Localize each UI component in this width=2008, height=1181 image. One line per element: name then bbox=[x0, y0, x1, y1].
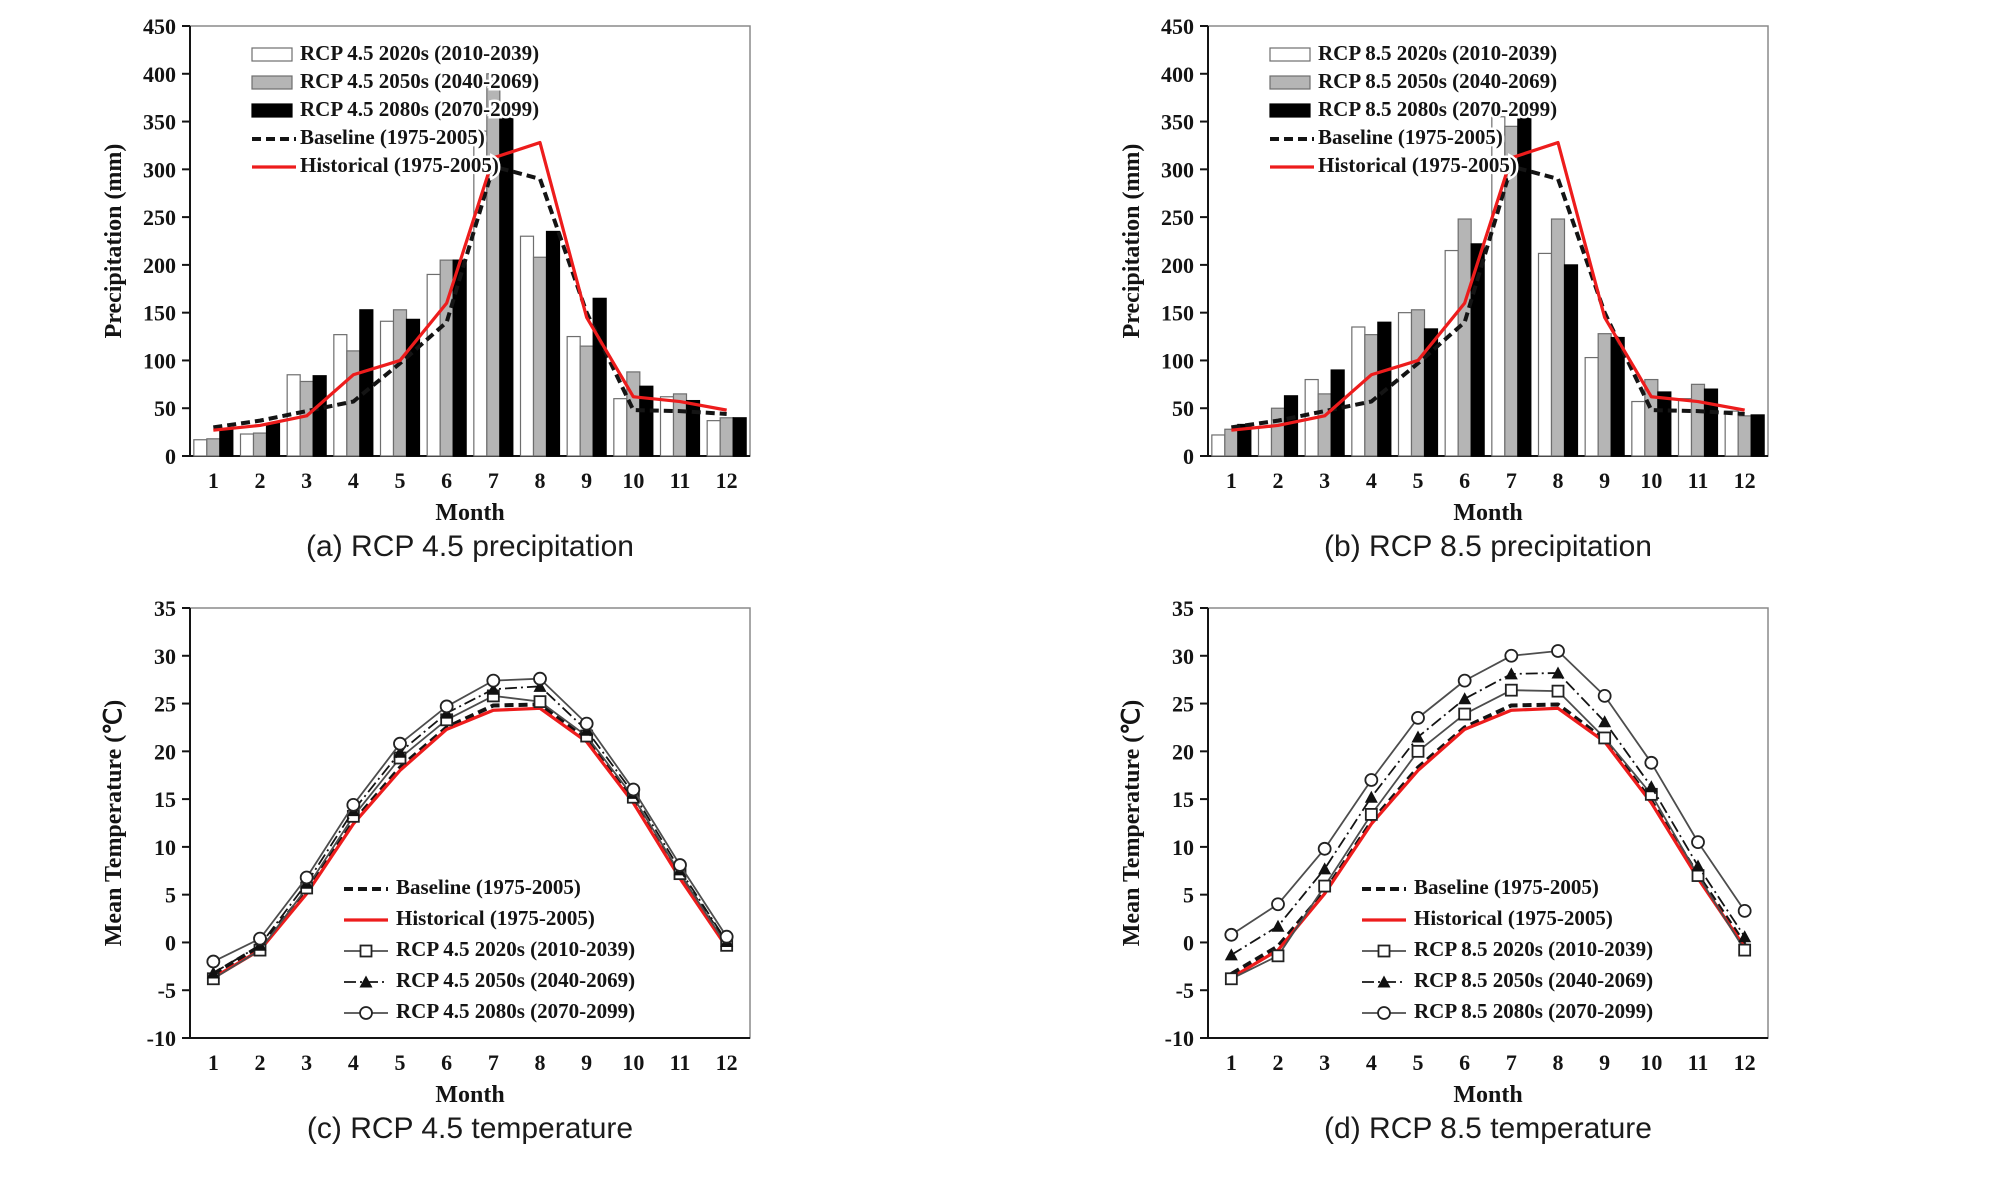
caption-a: (a) RCP 4.5 precipitation bbox=[306, 530, 634, 563]
bar-rcp85-2020s bbox=[1725, 411, 1738, 456]
x-tick-label: 9 bbox=[1599, 468, 1611, 493]
legend-label-historical: Historical (1975-2005) bbox=[1414, 906, 1613, 930]
marker-square bbox=[1413, 746, 1424, 757]
legend-label-rcp45-2020s: RCP 4.5 2020s (2010-2039) bbox=[300, 41, 540, 65]
legend-label-historical: Historical (1975-2005) bbox=[300, 153, 499, 177]
y-tick-label: 50 bbox=[154, 396, 176, 422]
bar-rcp45-2020s bbox=[614, 399, 627, 456]
marker-square bbox=[1319, 881, 1330, 892]
x-tick-label: 4 bbox=[1365, 1050, 1377, 1075]
marker-triangle bbox=[1318, 862, 1331, 874]
x-tick-label: 11 bbox=[1687, 468, 1709, 493]
marker-triangle bbox=[1645, 780, 1658, 792]
marker-circle bbox=[627, 784, 639, 796]
x-tick-label: 3 bbox=[1319, 1050, 1331, 1075]
bar-rcp45-2080s bbox=[547, 231, 560, 456]
y-axis-title: Mean Temperature (℃) bbox=[1119, 699, 1145, 947]
marker-square bbox=[1506, 685, 1517, 696]
bar-rcp45-2020s bbox=[707, 421, 720, 456]
marker-circle bbox=[254, 933, 266, 945]
bar-rcp45-2020s bbox=[567, 337, 580, 456]
x-tick-label: 10 bbox=[622, 468, 645, 493]
bar-rcp85-2050s bbox=[1412, 310, 1425, 456]
marker-triangle bbox=[1225, 948, 1238, 960]
marker-circle bbox=[207, 956, 219, 968]
legend-label-rcp85-2050s: RCP 8.5 2050s (2040-2069) bbox=[1414, 968, 1654, 992]
bar-rcp45-2050s bbox=[627, 372, 640, 456]
x-tick-label: 8 bbox=[534, 1050, 546, 1075]
bar-rcp85-2020s bbox=[1632, 402, 1645, 456]
bar-rcp45-2050s bbox=[487, 74, 500, 456]
y-tick-label: 5 bbox=[1183, 882, 1194, 908]
y-tick-label: 15 bbox=[1172, 787, 1194, 813]
y-tick-label: 150 bbox=[143, 300, 176, 326]
legend-label-historical: Historical (1975-2005) bbox=[396, 906, 595, 930]
x-tick-label: 1 bbox=[1225, 468, 1237, 493]
marker-circle bbox=[347, 799, 359, 811]
bar-rcp45-2020s bbox=[521, 236, 534, 456]
marker-triangle bbox=[1692, 860, 1705, 872]
legend-label-rcp85-2080s: RCP 8.5 2080s (2070-2099) bbox=[1318, 97, 1558, 121]
bar-rcp45-2080s bbox=[313, 376, 326, 456]
x-tick-label: 6 bbox=[441, 1050, 453, 1075]
x-axis-title: Month bbox=[435, 500, 505, 526]
marker-circle bbox=[674, 859, 686, 871]
rcp45-precipitation-chart bbox=[95, 6, 975, 581]
legend-swatch-rcp85-2080s bbox=[1270, 104, 1310, 117]
x-axis-title: Month bbox=[435, 1082, 505, 1108]
marker-square bbox=[535, 696, 546, 707]
x-tick-label: 9 bbox=[581, 1050, 593, 1075]
y-tick-label: 5 bbox=[165, 882, 176, 908]
y-tick-label: 200 bbox=[143, 252, 176, 278]
bar-rcp45-2080s bbox=[687, 401, 700, 456]
y-axis-title: Precipitation (mm) bbox=[1119, 143, 1145, 339]
y-tick-label: 300 bbox=[1161, 157, 1194, 183]
rcp85-temperature-chart bbox=[1113, 588, 1993, 1163]
y-tick-label: -5 bbox=[157, 978, 176, 1004]
marker-circle bbox=[1365, 774, 1377, 786]
bar-rcp85-2020s bbox=[1212, 435, 1225, 456]
bar-rcp85-2050s bbox=[1692, 384, 1705, 456]
marker-circle bbox=[721, 931, 733, 943]
marker-square bbox=[1273, 950, 1284, 961]
y-tick-label: -10 bbox=[1164, 1026, 1194, 1051]
x-tick-label: 12 bbox=[715, 468, 738, 493]
legend-label-rcp45-2080s: RCP 4.5 2080s (2070-2099) bbox=[396, 999, 636, 1023]
marker-circle bbox=[441, 700, 453, 712]
x-tick-label: 11 bbox=[669, 1050, 691, 1075]
marker-square bbox=[1599, 732, 1610, 743]
legend-label-baseline: Baseline (1975-2005) bbox=[396, 875, 581, 899]
bar-rcp45-2020s bbox=[241, 434, 254, 456]
y-tick-label: -10 bbox=[146, 1026, 176, 1051]
x-tick-label: 3 bbox=[301, 468, 313, 493]
panel-rcp45-temperature bbox=[95, 588, 975, 1163]
marker-circle bbox=[1552, 645, 1564, 657]
bar-rcp85-2050s bbox=[1552, 219, 1565, 456]
x-tick-label: 7 bbox=[487, 1050, 499, 1075]
marker-circle bbox=[1459, 675, 1471, 687]
marker-triangle bbox=[1738, 930, 1751, 942]
bar-rcp45-2080s bbox=[500, 107, 513, 456]
panel-rcp45-precipitation bbox=[95, 6, 975, 581]
marker-square bbox=[1459, 709, 1470, 720]
bar-rcp85-2050s bbox=[1318, 394, 1331, 456]
y-tick-label: 450 bbox=[143, 14, 176, 39]
marker-circle bbox=[1505, 650, 1517, 662]
bar-rcp45-2050s bbox=[580, 346, 593, 456]
y-tick-label: 0 bbox=[1183, 930, 1194, 956]
x-tick-label: 1 bbox=[207, 468, 219, 493]
marker-circle bbox=[1412, 712, 1424, 724]
x-tick-label: 10 bbox=[622, 1050, 645, 1075]
y-tick-label: 35 bbox=[154, 596, 176, 621]
y-tick-label: 400 bbox=[143, 61, 176, 87]
marker-circle bbox=[1272, 898, 1284, 910]
legend-label-rcp85-2020s: RCP 8.5 2020s (2010-2039) bbox=[1318, 41, 1558, 65]
legend-label-rcp85-2080s: RCP 8.5 2080s (2070-2099) bbox=[1414, 999, 1654, 1023]
x-tick-label: 5 bbox=[394, 468, 406, 493]
y-tick-label: 450 bbox=[1161, 14, 1194, 39]
bar-rcp85-2020s bbox=[1585, 358, 1598, 456]
x-tick-label: 1 bbox=[207, 1050, 219, 1075]
x-tick-label: 12 bbox=[715, 1050, 738, 1075]
line-rcp85-2020s bbox=[1231, 690, 1744, 979]
marker-circle bbox=[301, 871, 313, 883]
bar-rcp85-2020s bbox=[1259, 427, 1272, 456]
bar-rcp45-2020s bbox=[381, 321, 394, 456]
bar-rcp45-2080s bbox=[267, 424, 280, 456]
x-tick-label: 8 bbox=[1552, 468, 1564, 493]
bar-rcp85-2050s bbox=[1458, 219, 1471, 456]
x-tick-label: 12 bbox=[1733, 468, 1756, 493]
x-tick-label: 1 bbox=[1225, 1050, 1237, 1075]
bar-rcp45-2050s bbox=[254, 433, 267, 456]
line-baseline bbox=[1231, 705, 1744, 974]
y-tick-label: 35 bbox=[1172, 596, 1194, 621]
x-tick-label: 11 bbox=[669, 468, 691, 493]
bar-rcp45-2080s bbox=[733, 418, 746, 456]
x-tick-label: 12 bbox=[1733, 1050, 1756, 1075]
marker-circle bbox=[394, 738, 406, 750]
x-tick-label: 4 bbox=[1365, 468, 1377, 493]
y-tick-label: 100 bbox=[143, 348, 176, 374]
legend-label-baseline: Baseline (1975-2005) bbox=[1414, 875, 1599, 899]
x-tick-label: 10 bbox=[1640, 468, 1663, 493]
x-tick-label: 2 bbox=[1272, 1050, 1284, 1075]
marker-circle bbox=[1599, 690, 1611, 702]
y-tick-label: 25 bbox=[154, 691, 176, 717]
legend-label-rcp85-2050s: RCP 8.5 2050s (2040-2069) bbox=[1318, 69, 1558, 93]
bar-rcp85-2080s bbox=[1611, 338, 1624, 456]
x-tick-label: 5 bbox=[1412, 1050, 1424, 1075]
y-tick-label: 10 bbox=[1172, 834, 1194, 860]
x-tick-label: 7 bbox=[1505, 468, 1517, 493]
x-tick-label: 2 bbox=[254, 468, 266, 493]
bar-rcp85-2050s bbox=[1272, 408, 1285, 456]
x-tick-label: 6 bbox=[1459, 1050, 1471, 1075]
x-tick-label: 5 bbox=[394, 1050, 406, 1075]
y-tick-label: 0 bbox=[165, 444, 176, 469]
bar-rcp45-2050s bbox=[720, 418, 733, 456]
y-tick-label: 20 bbox=[154, 739, 176, 765]
y-tick-label: 350 bbox=[1161, 109, 1194, 135]
marker-square bbox=[1379, 946, 1390, 957]
y-tick-label: 20 bbox=[1172, 739, 1194, 765]
y-axis-title: Precipitation (mm) bbox=[101, 143, 127, 339]
bar-rcp85-2080s bbox=[1565, 265, 1578, 456]
marker-triangle bbox=[1458, 692, 1471, 704]
bar-rcp45-2050s bbox=[534, 257, 547, 456]
bar-rcp45-2020s bbox=[194, 440, 207, 456]
bar-rcp85-2020s bbox=[1679, 399, 1692, 456]
legend-label-rcp45-2020s: RCP 4.5 2020s (2010-2039) bbox=[396, 937, 636, 961]
bar-rcp85-2050s bbox=[1738, 416, 1751, 456]
panel-rcp85-precipitation bbox=[1113, 6, 1993, 581]
marker-triangle bbox=[1505, 667, 1518, 679]
marker-square bbox=[1226, 973, 1237, 984]
bar-rcp45-2080s bbox=[360, 310, 373, 456]
y-tick-label: -5 bbox=[1175, 978, 1194, 1004]
marker-circle bbox=[1645, 757, 1657, 769]
bar-rcp85-2050s bbox=[1225, 429, 1238, 456]
y-tick-label: 0 bbox=[165, 930, 176, 956]
x-tick-label: 9 bbox=[1599, 1050, 1611, 1075]
marker-circle bbox=[1739, 905, 1751, 917]
y-tick-label: 10 bbox=[154, 834, 176, 860]
x-tick-label: 2 bbox=[1272, 468, 1284, 493]
bar-rcp45-2020s bbox=[427, 274, 440, 456]
legend-label-rcp45-2080s: RCP 4.5 2080s (2070-2099) bbox=[300, 97, 540, 121]
y-tick-label: 150 bbox=[1161, 300, 1194, 326]
bar-rcp45-2080s bbox=[220, 429, 233, 456]
caption-d: (d) RCP 8.5 temperature bbox=[1324, 1112, 1652, 1145]
legend-label-rcp85-2020s: RCP 8.5 2020s (2010-2039) bbox=[1414, 937, 1654, 961]
caption-b: (b) RCP 8.5 precipitation bbox=[1324, 530, 1652, 563]
x-axis-title: Month bbox=[1453, 1082, 1523, 1108]
bar-rcp85-2020s bbox=[1399, 313, 1412, 456]
legend-swatch-rcp85-2050s bbox=[1270, 76, 1310, 89]
y-tick-label: 200 bbox=[1161, 252, 1194, 278]
bar-rcp85-2050s bbox=[1365, 335, 1378, 456]
caption-c: (c) RCP 4.5 temperature bbox=[306, 1112, 634, 1145]
legend-label-baseline: Baseline (1975-2005) bbox=[1318, 125, 1503, 149]
x-tick-label: 8 bbox=[1552, 1050, 1564, 1075]
marker-circle bbox=[487, 675, 499, 687]
legend-label-rcp45-2050s: RCP 4.5 2050s (2040-2069) bbox=[300, 69, 540, 93]
legend-swatch-rcp85-2020s bbox=[1270, 48, 1310, 61]
marker-circle bbox=[1378, 1007, 1390, 1019]
legend-swatch-rcp45-2080s bbox=[252, 104, 292, 117]
marker-circle bbox=[360, 1007, 372, 1019]
bar-rcp85-2020s bbox=[1445, 251, 1458, 456]
y-tick-label: 300 bbox=[143, 157, 176, 183]
legend-label-rcp45-2050s: RCP 4.5 2050s (2040-2069) bbox=[396, 968, 636, 992]
rcp45-temperature-chart bbox=[95, 588, 975, 1163]
x-tick-label: 2 bbox=[254, 1050, 266, 1075]
y-tick-label: 50 bbox=[1172, 396, 1194, 422]
x-axis-title: Month bbox=[1453, 500, 1523, 526]
y-axis-title: Mean Temperature (℃) bbox=[101, 699, 127, 947]
marker-circle bbox=[581, 718, 593, 730]
bar-rcp45-2020s bbox=[661, 397, 674, 456]
y-tick-label: 30 bbox=[154, 643, 176, 669]
bar-rcp45-2080s bbox=[593, 298, 606, 456]
legend-swatch-rcp45-2050s bbox=[252, 76, 292, 89]
legend-label-historical: Historical (1975-2005) bbox=[1318, 153, 1517, 177]
x-tick-label: 4 bbox=[347, 468, 359, 493]
marker-square bbox=[361, 946, 372, 957]
y-tick-label: 25 bbox=[1172, 691, 1194, 717]
bar-rcp85-2020s bbox=[1539, 253, 1552, 456]
x-tick-label: 6 bbox=[1459, 468, 1471, 493]
bar-rcp85-2080s bbox=[1751, 415, 1764, 456]
x-tick-label: 3 bbox=[1319, 468, 1331, 493]
y-tick-label: 400 bbox=[1161, 61, 1194, 87]
line-baseline bbox=[213, 705, 726, 974]
bar-rcp45-2050s bbox=[207, 439, 220, 456]
rcp85-precipitation-chart bbox=[1113, 6, 1993, 581]
marker-circle bbox=[1225, 929, 1237, 941]
bar-rcp85-2080s bbox=[1705, 389, 1718, 456]
x-tick-label: 8 bbox=[534, 468, 546, 493]
x-tick-label: 7 bbox=[1505, 1050, 1517, 1075]
x-tick-label: 10 bbox=[1640, 1050, 1663, 1075]
bar-rcp45-2050s bbox=[300, 381, 313, 456]
y-tick-label: 100 bbox=[1161, 348, 1194, 374]
bar-rcp85-2080s bbox=[1285, 396, 1298, 456]
marker-circle bbox=[1319, 843, 1331, 855]
y-tick-label: 350 bbox=[143, 109, 176, 135]
x-tick-label: 7 bbox=[487, 468, 499, 493]
x-tick-label: 9 bbox=[581, 468, 593, 493]
y-tick-label: 250 bbox=[143, 205, 176, 231]
marker-square bbox=[1693, 870, 1704, 881]
x-tick-label: 11 bbox=[1687, 1050, 1709, 1075]
y-tick-label: 30 bbox=[1172, 643, 1194, 669]
x-tick-label: 6 bbox=[441, 468, 453, 493]
marker-square bbox=[1553, 686, 1564, 697]
bar-rcp45-2020s bbox=[334, 335, 347, 456]
marker-square bbox=[1739, 945, 1750, 956]
y-tick-label: 15 bbox=[154, 787, 176, 813]
y-tick-label: 0 bbox=[1183, 444, 1194, 469]
legend-swatch-rcp45-2020s bbox=[252, 48, 292, 61]
bar-rcp85-2080s bbox=[1658, 392, 1671, 456]
marker-square bbox=[1366, 809, 1377, 820]
bar-rcp85-2050s bbox=[1598, 334, 1611, 456]
bar-rcp85-2080s bbox=[1331, 370, 1344, 456]
panel-rcp85-temperature bbox=[1113, 588, 1993, 1163]
y-tick-label: 250 bbox=[1161, 205, 1194, 231]
bar-rcp45-2050s bbox=[394, 310, 407, 456]
marker-circle bbox=[1692, 836, 1704, 848]
x-tick-label: 4 bbox=[347, 1050, 359, 1075]
x-tick-label: 5 bbox=[1412, 468, 1424, 493]
marker-circle bbox=[534, 673, 546, 685]
x-tick-label: 3 bbox=[301, 1050, 313, 1075]
legend-label-baseline: Baseline (1975-2005) bbox=[300, 125, 485, 149]
